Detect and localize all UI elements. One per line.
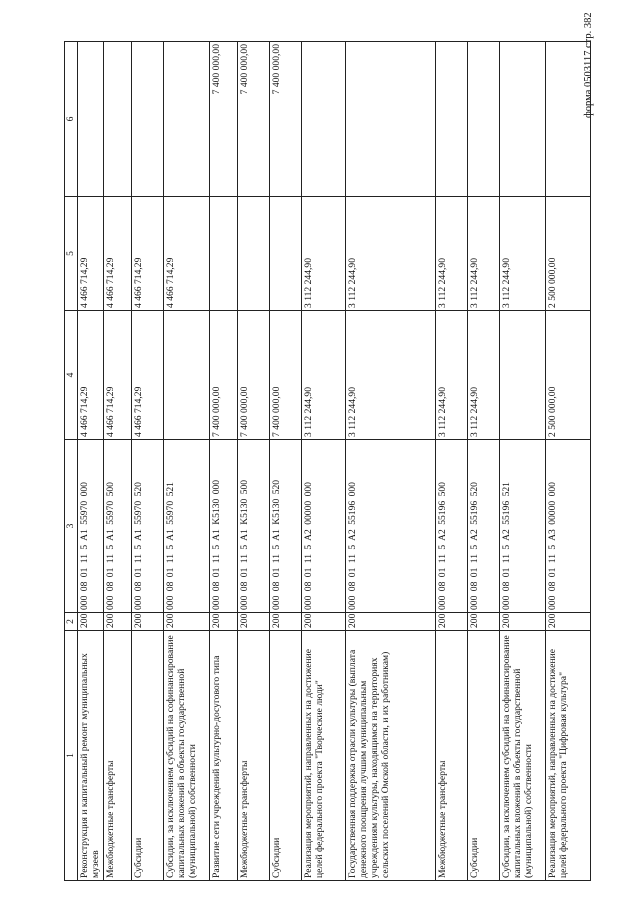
table-row	[346, 42, 436, 881]
row-executed-amount-cell	[238, 197, 270, 311]
row-name-cell: Реализация мероприятий, направленных на достижение целей федерального проекта "Цифровая культура"	[546, 631, 591, 881]
row-line-code-cell: 200	[238, 613, 270, 631]
table-row	[104, 42, 132, 881]
row-unexecuted-amount-cell	[104, 42, 132, 197]
row-approved-amount-cell: 3 112 244,90	[302, 311, 346, 440]
row-unexecuted-amount-cell	[468, 42, 500, 197]
row-approved-amount-cell: 4 466 714,29	[78, 311, 104, 440]
row-name-cell: Государственная поддержка отрасли культуры (выплата денежного поощрения лучшим муниципальным учреждениям культуры, находящимся на территориях сельских поселений Омской области, и их работникам)	[346, 631, 436, 881]
row-executed-amount-cell: 4 466 714,29	[164, 197, 210, 311]
row-executed-amount-cell: 3 112 244,90	[302, 197, 346, 311]
column-header: 5	[65, 197, 78, 311]
row-approved-amount-cell: 3 112 244,90	[468, 311, 500, 440]
row-executed-amount-cell: 3 112 244,90	[346, 197, 436, 311]
row-name-cell: Межбюджетные трансферты	[104, 631, 132, 881]
row-unexecuted-amount-cell	[132, 42, 164, 197]
row-classification-code-cell: 000 08 01 11 5 A2 00000 000	[302, 440, 346, 613]
report-table-rotated	[64, 42, 578, 881]
row-name-cell: Субсидии	[468, 631, 500, 881]
table-row	[546, 42, 591, 881]
row-classification-code-cell: 000 08 01 11 5 A1 55970 521	[164, 440, 210, 613]
row-name-cell: Субсидии, за исключением субсидий на софинансирование капитальных вложений в объекты государственной (муниципальной) собственности	[164, 631, 210, 881]
row-classification-code-cell: 000 08 01 11 5 A2 55196 520	[468, 440, 500, 613]
row-unexecuted-amount-cell: 7 400 000,00	[210, 42, 238, 197]
row-executed-amount-cell: 2 500 000,00	[546, 197, 591, 311]
table-row	[132, 42, 164, 881]
column-header: 4	[65, 311, 78, 440]
column-header: 1	[65, 631, 78, 881]
row-unexecuted-amount-cell	[302, 42, 346, 197]
row-line-code-cell: 200	[346, 613, 436, 631]
row-line-code-cell: 200	[302, 613, 346, 631]
row-name-cell: Межбюджетные трансферты	[436, 631, 468, 881]
row-classification-code-cell: 000 08 01 11 5 A1 K5130 500	[238, 440, 270, 613]
table-body	[78, 42, 591, 881]
row-approved-amount-cell: 3 112 244,90	[346, 311, 436, 440]
row-name-cell: Субсидии	[270, 631, 302, 881]
row-executed-amount-cell	[210, 197, 238, 311]
row-classification-code-cell: 000 08 01 11 5 A1 55970 000	[78, 440, 104, 613]
row-approved-amount-cell: 4 466 714,29	[132, 311, 164, 440]
row-unexecuted-amount-cell	[346, 42, 436, 197]
row-unexecuted-amount-cell	[164, 42, 210, 197]
row-executed-amount-cell: 3 112 244,90	[436, 197, 468, 311]
row-unexecuted-amount-cell	[546, 42, 591, 197]
row-line-code-cell: 200	[78, 613, 104, 631]
row-approved-amount-cell: 2 500 000,00	[546, 311, 591, 440]
table-row	[302, 42, 346, 881]
row-name-cell: Реализация мероприятий, направленных на достижение целей федерального проекта "Творческие люди"	[302, 631, 346, 881]
table-row	[210, 42, 238, 881]
table-row	[500, 42, 546, 881]
row-line-code-cell: 200	[104, 613, 132, 631]
row-executed-amount-cell: 4 466 714,29	[104, 197, 132, 311]
row-name-cell: Реконструкция и капитальный ремонт муниципальных музеев	[78, 631, 104, 881]
row-unexecuted-amount-cell	[78, 42, 104, 197]
row-classification-code-cell: 000 08 01 11 5 A3 00000 000	[546, 440, 591, 613]
row-approved-amount-cell	[164, 311, 210, 440]
row-executed-amount-cell: 3 112 244,90	[500, 197, 546, 311]
column-header: 2	[65, 613, 78, 631]
row-executed-amount-cell	[270, 197, 302, 311]
row-executed-amount-cell: 3 112 244,90	[468, 197, 500, 311]
row-line-code-cell: 200	[468, 613, 500, 631]
row-name-cell: Развитие сети учреждений культурно-досугового типа	[210, 631, 238, 881]
table-row	[468, 42, 500, 881]
row-approved-amount-cell	[500, 311, 546, 440]
column-header: 3	[65, 440, 78, 613]
table-row	[78, 42, 104, 881]
row-name-cell: Субсидии, за исключением субсидий на софинансирование капитальных вложений в объекты государственной (муниципальной) собственности	[500, 631, 546, 881]
row-line-code-cell: 200	[210, 613, 238, 631]
table-header-row	[65, 42, 78, 881]
row-unexecuted-amount-cell	[500, 42, 546, 197]
table-row	[436, 42, 468, 881]
row-line-code-cell: 200	[546, 613, 591, 631]
column-header: 6	[65, 42, 78, 197]
table-row	[164, 42, 210, 881]
row-line-code-cell: 200	[164, 613, 210, 631]
row-classification-code-cell: 000 08 01 11 5 A1 K5130 000	[210, 440, 238, 613]
row-line-code-cell: 200	[436, 613, 468, 631]
row-approved-amount-cell: 3 112 244,90	[436, 311, 468, 440]
report-table	[64, 41, 591, 881]
row-name-cell: Межбюджетные трансферты	[238, 631, 270, 881]
row-approved-amount-cell: 7 400 000,00	[238, 311, 270, 440]
row-classification-code-cell: 000 08 01 11 5 A1 55970 520	[132, 440, 164, 613]
row-classification-code-cell: 000 08 01 11 5 A1 55970 500	[104, 440, 132, 613]
row-approved-amount-cell: 7 400 000,00	[270, 311, 302, 440]
row-executed-amount-cell: 4 466 714,29	[78, 197, 104, 311]
row-unexecuted-amount-cell	[436, 42, 468, 197]
form-number-label: форма 0503117 стр. 382	[583, 12, 594, 118]
row-classification-code-cell: 000 08 01 11 5 A2 55196 521	[500, 440, 546, 613]
row-executed-amount-cell: 4 466 714,29	[132, 197, 164, 311]
row-unexecuted-amount-cell: 7 400 000,00	[270, 42, 302, 197]
row-unexecuted-amount-cell: 7 400 000,00	[238, 42, 270, 197]
row-classification-code-cell: 000 08 01 11 5 A2 55196 500	[436, 440, 468, 613]
row-name-cell: Субсидии	[132, 631, 164, 881]
row-line-code-cell: 200	[500, 613, 546, 631]
row-approved-amount-cell: 4 466 714,29	[104, 311, 132, 440]
table-row	[238, 42, 270, 881]
row-classification-code-cell: 000 08 01 11 5 A1 K5130 520	[270, 440, 302, 613]
table-row	[270, 42, 302, 881]
row-line-code-cell: 200	[132, 613, 164, 631]
row-approved-amount-cell: 7 400 000,00	[210, 311, 238, 440]
row-line-code-cell: 200	[270, 613, 302, 631]
row-classification-code-cell: 000 08 01 11 5 A2 55196 000	[346, 440, 436, 613]
